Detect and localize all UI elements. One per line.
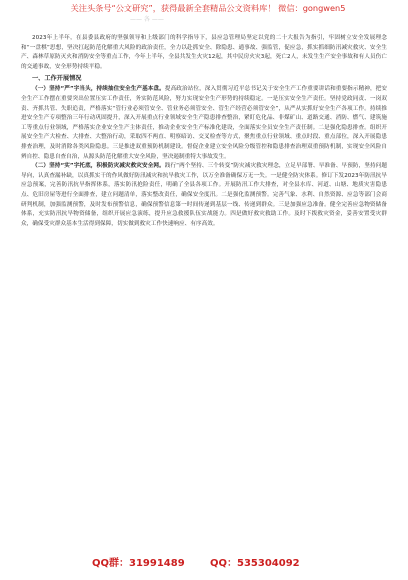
disaster-heading: （二）坚持“实”字托底，积极防灾减灾救灾安全网。 (32, 163, 165, 170)
banner-subline: —— 各 —— (130, 16, 164, 23)
section-heading: 一、工作开展情况 (32, 75, 82, 83)
intro-paragraph: 2023年上半年，在县委县政府的坚强领导和上级部门的科学指导下，县应急管理局坚定以党的二十大报告为指引，牢固树立安全发展理念和“一盘棋”思想，坚决扛起防范化解重大风险的政治责任，全力以赴抓安全、除隐患、通事故、强监管，促应急，抓实抓细防汛减灾救灾、安全生产、森林草原防灭火和消防安全等重点工作，今年上半年，全县共发生火灾12起，其中民房火灾3起，死亡2人，未发生生产安全事故和有人员伤亡的交通事故，安全形势持续平稳。 (21, 35, 387, 70)
safety-paragraph (21, 85, 387, 162)
safety-text: 提高政治站位，深入贯彻习近平总书记关于安全生产工作重要讲话和重要指示精神，把安全生产工作摆在重要突出位置压实工作责任，务实防范风险，努力实现安全生产形势的持续稳定。一是压实安全生产责任。坚持党政同责、一岗双责、齐抓共管、失职追责，严格落实“管行业必须管安全、管业务必须管安全、管生产经营必须管安全”，从严从实抓好安全生产各项工作。持续推进安全生产专项整治三年行动巩固提升，深入开展重点行业领域安全生产隐患排查整治，紧盯危化品、非煤矿山、道路交通、消防、燃气、建筑施工等重点行业领域，严格落实企业安全生产主体责任，推动企业安全生产标准化建设，全面落实全员安全生产责任制。二是强化隐患排查。组织开展安全生产大检查、大排查、大整治行动，采取四不两直、明察暗访、交叉检查等方式，聚焦重点行业领域、重点时段、重点部位，深入开展隐患排查治理，及时消除各类风险隐患。三是推进双重预防机制建设。督促企业建立安全风险分级管控和隐患排查治理双重预防机制，实现安全风险自辨自控、隐患自查自治，从源头防范化解重大安全风险，坚决遏制重特大事故发生。 (21, 86, 387, 160)
contact-footer (0, 551, 408, 569)
disaster-text: 践行“两个坚持、三个转变”防灾减灾救灾理念，立足早部署、早准备、早预防，坚持问题导向，认真查漏补缺，以真抓实干的作风做好防汛减灾和抗旱救灾工作，以万全准备确保万无一失。一是健全防灾体系。修订下发2023年防汛抗旱应急预案，完善防汛抗旱指挥体系，落实防汛抢险责任，明确了全县各项工作。开展防汛工作大排查，对全县水库、河道、山塘、地质灾害隐患点、危旧房屋等进行全面排查，建立问题清单，落实整改责任，确保安全度汛。二是强化监测预警。完善气象、水利、自然资源、应急等部门会商研判机制，加强监测预警，及时发布预警信息，确保预警信息第一时间传递到基层一线、传递到群众。三是加强应急准备。健全完善应急物资储备体系，充实防汛抗旱物资储备，组织开展应急演练，提升应急救援队伍实战能力。四是做好救灾救助工作。及时下拨救灾资金，妥善安置受灾群众，确保受灾群众基本生活得到保障，切实做到救灾工作快速响应、有序高效。 (21, 163, 387, 227)
disaster-paragraph (21, 162, 387, 229)
safety-heading: （一）坚持“严”字当头，持续抽住安全生产基本盘。 (32, 86, 165, 93)
notice-banner (0, 0, 408, 30)
qq-number-text: QQ：535304092 (210, 558, 300, 569)
banner-notice-text: 关注头条号“公文研究”，获得最新全套精品公文资料库！ 微信：gongwen5 (70, 3, 346, 13)
qq-group-text: QQ群：31991489 (92, 558, 185, 569)
document-body (21, 34, 387, 544)
